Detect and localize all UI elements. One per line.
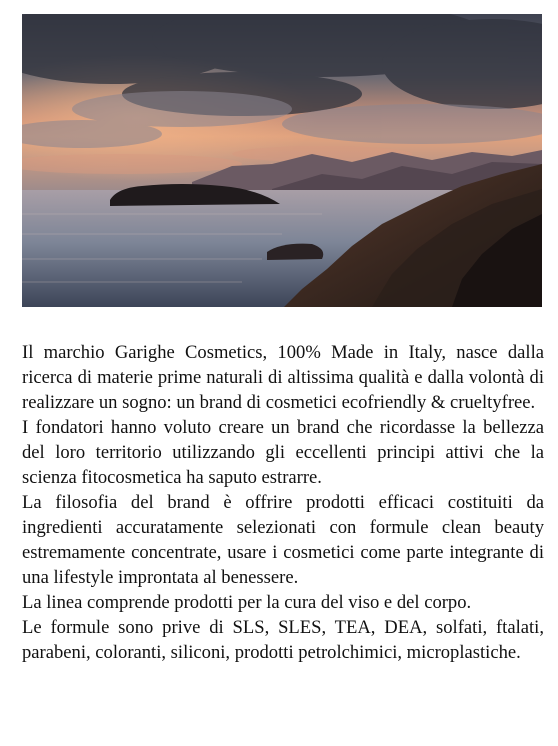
hero-image [22,14,542,307]
paragraph-product-line: La linea comprende prodotti per la cura del viso e del corpo. [22,592,472,613]
paragraph-philosophy: La filosofia del brand è offrire prodotti efficaci costituiti da ingredienti accuratamente selezionati con formule clean beauty estremamente concentrate, usare i cosmetici come parte integrante di una lifestyle improntata al benessere. [22,492,544,588]
paragraph-founders: I fondatori hanno voluto creare un brand che ricordasse la bellezza del loro territorio utilizzando gli eccellenti principi attivi che la scienza fitocosmetica ha saputo estrarre. [22,417,544,488]
coastal-sunset-photo [22,14,542,307]
paragraph-formulas: Le formule sono prive di SLS, SLES, TEA, DEA, solfati, ftalati, parabeni, coloranti, siliconi, prodotti petrolchimici, microplastiche. [22,617,544,663]
article-text [22,340,544,665]
paragraph-intro: Il marchio Garighe Cosmetics, 100% Made in Italy, nasce dalla ricerca di materie prime naturali di altissima qualità e dalla volontà di realizzare un sogno: un brand di cosmetici ecofriendly & crueltyfree. [22,342,544,413]
